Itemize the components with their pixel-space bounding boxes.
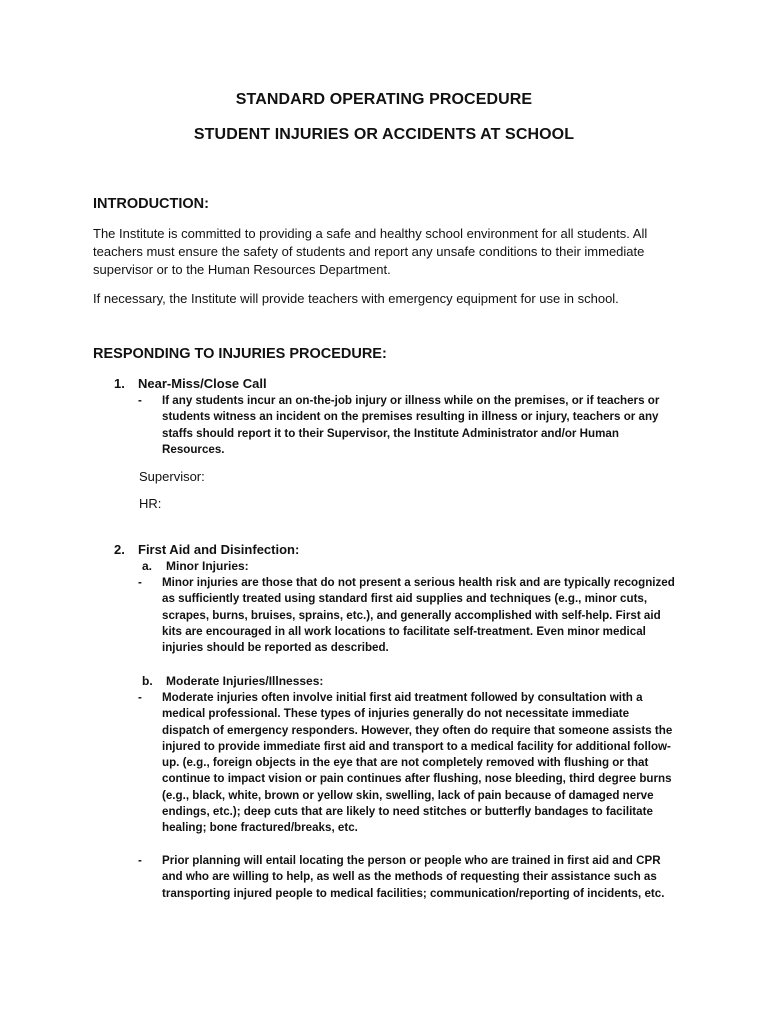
dash-bullet: -	[138, 394, 142, 407]
list-item-title: Near-Miss/Close Call	[138, 376, 267, 391]
list-number: 1.	[114, 376, 125, 391]
list-item-near-miss	[114, 376, 267, 391]
hr-label: HR:	[139, 496, 162, 511]
document-subtitle: STUDENT INJURIES OR ACCIDENTS AT SCHOOL	[193, 126, 575, 143]
sub-item-minor-injuries	[142, 559, 249, 573]
supervisor-label: Supervisor:	[139, 469, 205, 484]
procedure-heading: RESPONDING TO INJURIES PROCEDURE:	[93, 346, 387, 362]
introduction-paragraph: If necessary, the Institute will provide teachers with emergency equipment for use in school.	[93, 291, 619, 306]
dash-bullet: -	[138, 691, 142, 704]
bullet-item	[138, 393, 678, 458]
dash-bullet: -	[138, 854, 142, 867]
bullet-item	[138, 690, 678, 837]
list-item-title: First Aid and Disinfection:	[138, 542, 300, 557]
bullet-text: Prior planning will entail locating the person or people who are trained in first aid and CPR and who are willing to help, as well as the methods of requesting their assistance such as transporting injured people to medical facilities; communication/reporting of incidents, etc.	[162, 854, 665, 900]
bullet-text: If any students incur an on-the-job injury or illness while on the premises, or if teachers or students witness an incident on the premises resulting in illness or injury, teachers or any staffs should report it to their Supervisor, the Institute Administrator and/or Human Resources.	[162, 394, 660, 456]
sub-item-moderate-injuries	[142, 674, 323, 688]
dash-bullet: -	[138, 576, 142, 589]
document-title: STANDARD OPERATING PROCEDURE	[235, 91, 533, 108]
sub-item-letter: b.	[142, 674, 153, 688]
sub-item-title: Minor Injuries:	[166, 559, 249, 573]
bullet-text: Minor injuries are those that do not present a serious health risk and are typically recognized as sufficiently treated using standard first aid supplies and techniques (e.g., minor cuts, scrapes, burns, bruises, sprains, etc.), and generally accomplished with self-help. First aid kits are encouraged in all work locations to facilitate self-treatment. Even minor medical injuries should be reported as described.	[162, 576, 675, 655]
list-item-first-aid	[114, 542, 299, 557]
bullet-item	[138, 575, 678, 656]
bullet-text: Moderate injuries often involve initial first aid treatment followed by consultation with a medical professional. These types of injuries generally do not necessitate immediate dispatch of emergency responders. However, they often do require that someone assists the injured to provide immediate first aid and transport to a medical facility for additional follow-up. (e.g., foreign objects in the eye that are not completely removed with flushing or that continue to impact vision or pain continues after flushing, nose bleeding, third degree burns (e.g., black, white, brown or yellow skin, swelling, lack of pain because of damaged nerve endings, etc.); deep cuts that are likely to need stitches or butterfly bandages to facilitate healing; bone fractured/breaks, etc.	[162, 691, 673, 835]
list-number: 2.	[114, 542, 125, 557]
sub-item-letter: a.	[142, 559, 153, 573]
bullet-item	[138, 853, 678, 902]
introduction-paragraph: The Institute is committed to providing a safe and healthy school environment for all students. All teachers must ensure the safety of students and report any unsafe conditions to their immediate supervisor or to the Human Resources Department.	[93, 226, 648, 277]
introduction-heading: INTRODUCTION:	[93, 196, 209, 212]
sub-item-title: Moderate Injuries/Illnesses:	[166, 674, 324, 688]
